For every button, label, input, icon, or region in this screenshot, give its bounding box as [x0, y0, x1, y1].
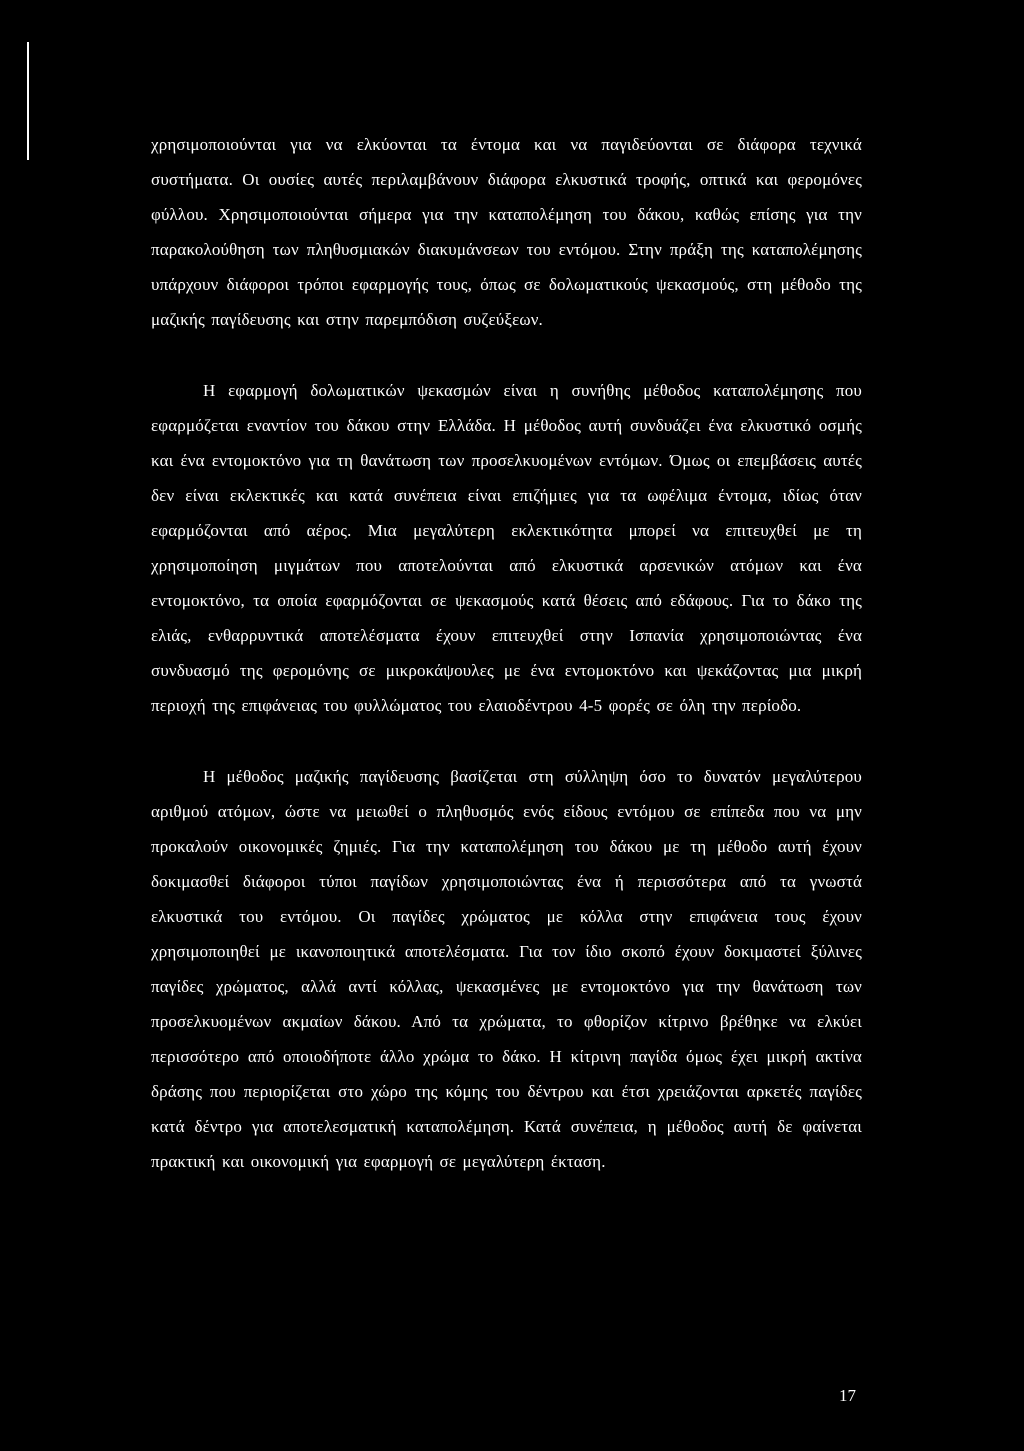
paragraph-1: χρησιμοποιούνται για να ελκύονται τα έντομα και να παγιδεύονται σε διάφορα τεχνικά συστήματα. Οι ουσίες αυτές περιλαμβάνουν διάφορα ελκυστικά τροφής, οπτικά και φερομόνες φύλλου. Χρησιμοποιούνται σήμερα για την καταπολέμηση του δάκου, καθώς επίσης για την παρακολούθηση των πληθυσμιακών διακυμάνσεων του εντόμου. Στην πράξη της καταπολέμησης υπάρχουν διάφοροι τρόποι εφαρμογής τους, όπως σε δολωματικούς ψεκασμούς, στη μέθοδο της μαζικής παγίδευσης και στην παρεμπόδιση συζεύξεων.: [151, 135, 862, 329]
scan-margin-line: [27, 42, 29, 160]
page-body: [151, 127, 862, 1179]
page-number: 17: [839, 1386, 856, 1405]
paragraph-2: Η εφαρμογή δολωματικών ψεκασμών είναι η συνήθης μέθοδος καταπολέμησης που εφαρμόζεται εναντίον του δάκου στην Ελλάδα. Η μέθοδος αυτή συνδυάζει ένα ελκυστικό οσμής και ένα εντομοκτόνο για τη θανάτωση των προσελκυομένων εντόμων. Όμως οι επεμβάσεις αυτές δεν είναι εκλεκτικές και κατά συνέπεια είναι επιζήμιες για τα ωφέλιμα έντομα, ιδίως όταν εφαρμόζονται από αέρος. Μια μεγαλύτερη εκλεκτικότητα μπορεί να επιτευχθεί με τη χρησιμοποίηση μιγμάτων που αποτελούνται από ελκυστικά αρσενικών ατόμων και ένα εντομοκτόνο, τα οποία εφαρμόζονται σε ψεκασμούς κατά θέσεις από εδάφους. Για το δάκο της ελιάς, ενθαρρυντικά αποτελέσματα έχουν επιτευχθεί στην Ισπανία χρησιμοποιώντας ένα συνδυασμό της φερομόνης σε μικροκάψουλες με ένα εντομοκτόνο και ψεκάζοντας μια μικρή περιοχή της επιφάνειας του φυλλώματος του ελαιοδέντρου 4-5 φορές σε όλη την περίοδο.: [151, 381, 862, 715]
paragraph-3: Η μέθοδος μαζικής παγίδευσης βασίζεται στη σύλληψη όσο το δυνατόν μεγαλύτερου αριθμού ατόμων, ώστε να μειωθεί ο πληθυσμός ενός είδους εντόμου σε επίπεδα που να μην προκαλούν οικονομικές ζημιές. Για την καταπολέμηση του δάκου με τη μέθοδο αυτή έχουν δοκιμασθεί διάφοροι τύποι παγίδων χρησιμοποιώντας ένα ή περισσότερα από τα γνωστά ελκυστικά του εντόμου. Οι παγίδες χρώματος με κόλλα στην επιφάνεια τους έχουν χρησιμοποιηθεί με ικανοποιητικά αποτελέσματα. Για τον ίδιο σκοπό έχουν δοκιμαστεί ξύλινες παγίδες χρώματος, αλλά αντί κόλλας, ψεκασμένες με εντομοκτόνο για την θανάτωση των προσελκυομένων ακμαίων δάκου. Από τα χρώματα, το φθορίζον κίτρινο βρέθηκε να ελκύει περισσότερο από οποιοδήποτε άλλο χρώμα το δάκο. Η κίτρινη παγίδα όμως έχει μικρή ακτίνα δράσης που περιορίζεται στο χώρο της κόμης του δέντρου και έτσι χρειάζονται αρκετές παγίδες κατά δέντρο για αποτελεσματική καταπολέμηση. Κατά συνέπεια, η μέθοδος αυτή δε φαίνεται πρακτική και οικονομική για εφαρμογή σε μεγαλύτερη έκταση.: [151, 767, 862, 1171]
